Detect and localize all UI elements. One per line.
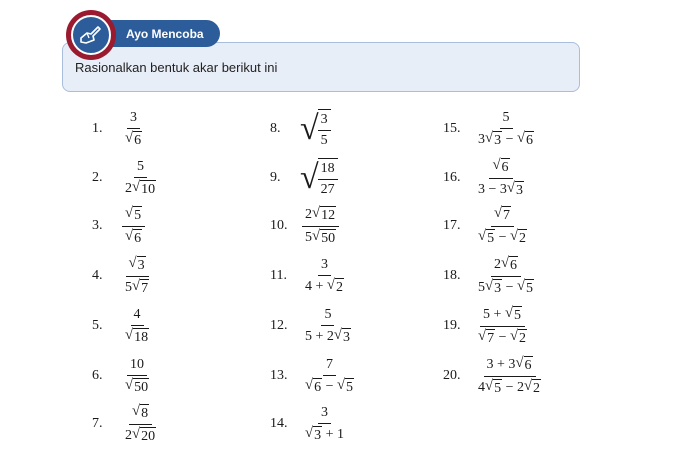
problem-number: 3. <box>92 218 103 233</box>
denominator: 27 <box>320 182 335 197</box>
radical-sign: √ <box>125 205 134 222</box>
numerator <box>129 404 152 424</box>
denominator <box>302 424 347 443</box>
denominator <box>122 326 152 345</box>
problem-item <box>92 400 159 448</box>
operator: − <box>498 229 507 245</box>
radicand <box>318 109 331 149</box>
problem-number: 6. <box>92 368 103 383</box>
problem-number: 10. <box>270 218 288 233</box>
radicand: 2 <box>519 330 527 346</box>
radical-sign: √ <box>128 255 137 272</box>
coefficient: 2 <box>305 207 312 223</box>
radicand: 7 <box>141 280 149 296</box>
problem-number: 14. <box>270 416 288 431</box>
fraction <box>122 404 159 444</box>
radical-sign: √ <box>125 227 134 244</box>
radicand: 5 <box>487 230 495 246</box>
fraction <box>302 357 357 395</box>
radical-sign: √ <box>305 376 314 393</box>
term: 5 + <box>483 307 502 323</box>
radical-sign: √ <box>504 305 513 322</box>
problem-number: 18. <box>443 268 461 283</box>
radicand: 2 <box>533 380 541 396</box>
radical-sign: √ <box>300 110 319 147</box>
numerator: 18 <box>318 161 338 180</box>
denominator <box>475 327 530 346</box>
radical-sign: √ <box>509 327 519 344</box>
radicand: 10 <box>141 181 156 197</box>
radical-sign: √ <box>132 403 141 420</box>
fraction <box>302 206 339 246</box>
problem-number: 9. <box>270 170 281 185</box>
instruction-box <box>62 42 580 92</box>
section-tab-label: Ayo Mencoba <box>126 26 204 41</box>
radical-sign: √ <box>485 377 494 394</box>
numerator: 3 <box>318 257 331 276</box>
radicand: 3 <box>494 280 502 296</box>
fraction <box>122 307 152 345</box>
problem-item <box>270 202 339 250</box>
denominator <box>122 227 145 246</box>
radicand: 6 <box>524 358 532 374</box>
problem-item <box>92 252 152 300</box>
numerator: 3 <box>318 112 331 131</box>
radical-sign: √ <box>493 205 503 222</box>
denominator <box>475 377 544 396</box>
radicand: 8 <box>141 406 149 422</box>
problem-item <box>270 302 354 350</box>
fraction <box>122 357 152 395</box>
denominator <box>302 276 347 295</box>
problem-number: 13. <box>270 368 288 383</box>
fraction <box>475 306 530 346</box>
term: 3 + 3 <box>486 357 516 373</box>
denominator <box>122 277 152 296</box>
numerator: 3 <box>127 110 140 129</box>
numerator: 7 <box>323 357 336 376</box>
radicand: 5 <box>346 379 354 395</box>
radicand: 5 <box>494 380 502 396</box>
radical-sign: √ <box>336 376 346 393</box>
radical-sign: √ <box>492 157 501 174</box>
radical-sign: √ <box>132 425 141 442</box>
numerator <box>302 206 339 226</box>
coefficient: 2 <box>493 257 501 273</box>
radical-sign: √ <box>485 277 494 294</box>
radicand: 50 <box>321 230 336 246</box>
operator: − <box>505 131 514 147</box>
radicand: 3 <box>515 182 523 198</box>
problem-number: 15. <box>443 121 461 136</box>
coefficient: 2 <box>125 427 132 443</box>
term: 5 + 2 <box>305 328 334 344</box>
fraction <box>302 405 347 443</box>
radical-sign: √ <box>523 377 533 394</box>
denominator <box>122 425 159 444</box>
denominator <box>475 179 527 198</box>
problem-item <box>270 154 338 202</box>
fraction <box>475 356 544 396</box>
radicand: 3 <box>137 258 145 274</box>
problem-item <box>92 154 159 202</box>
radicand: 20 <box>141 428 156 444</box>
problem-item <box>443 154 527 202</box>
term: + 1 <box>325 426 344 442</box>
radicand: 5 <box>514 308 521 324</box>
numerator <box>489 158 512 178</box>
problem-item <box>92 352 152 400</box>
fraction <box>475 158 527 198</box>
radicand: 3 <box>314 427 322 443</box>
radical-sign: √ <box>516 129 526 146</box>
denominator <box>302 227 339 246</box>
operator: − <box>498 329 507 345</box>
radical-sign: √ <box>132 277 141 294</box>
radicand: 6 <box>134 230 142 246</box>
radicand: 3 <box>494 132 502 148</box>
radicand: 6 <box>134 132 142 148</box>
problem-number: 11. <box>270 268 287 283</box>
problem-item <box>443 302 530 350</box>
problem-item <box>443 352 544 400</box>
activity-badge <box>66 10 116 60</box>
radicand: 3 <box>342 329 350 345</box>
operator: − 2 <box>505 379 524 395</box>
coefficient: 2 <box>125 180 132 196</box>
fraction <box>302 257 347 295</box>
radicand: 7 <box>487 330 495 346</box>
term: 4 + <box>305 278 324 294</box>
fraction <box>318 161 338 198</box>
coefficient: 5 <box>125 279 132 295</box>
problem-item <box>443 105 537 153</box>
problem-number: 2. <box>92 170 103 185</box>
problem-item <box>92 105 145 153</box>
radical-sign: √ <box>478 327 487 344</box>
radical-sign: √ <box>509 227 519 244</box>
coefficient: 3 <box>478 131 485 147</box>
problem-item <box>270 400 347 448</box>
radical-sign: √ <box>506 179 515 196</box>
problem-item <box>92 302 152 350</box>
fraction <box>122 110 145 148</box>
radical-sign: √ <box>132 178 141 195</box>
operator: − <box>505 279 514 295</box>
problem-number: 20. <box>443 368 461 383</box>
numerator <box>122 206 145 226</box>
problem-item <box>92 202 145 250</box>
numerator <box>484 356 536 376</box>
operator: − <box>325 378 334 394</box>
radical-sign: √ <box>125 376 134 393</box>
radical-sign: √ <box>312 205 321 222</box>
problem-item <box>443 252 537 300</box>
problem-number: 16. <box>443 170 461 185</box>
problem-number: 8. <box>270 121 281 136</box>
hand-pencil-icon <box>71 15 111 55</box>
fraction <box>475 206 530 246</box>
radicand: 18 <box>134 329 149 345</box>
denominator <box>122 178 159 197</box>
denominator <box>475 227 530 246</box>
problem-number: 4. <box>92 268 103 283</box>
denominator <box>302 326 354 345</box>
radical-of-fraction <box>300 109 331 149</box>
fraction <box>122 159 159 197</box>
fraction <box>122 256 152 296</box>
denominator <box>475 277 537 296</box>
radical-sign: √ <box>125 326 134 343</box>
radical-sign: √ <box>305 424 314 441</box>
numerator <box>126 256 149 276</box>
radicand: 6 <box>510 258 518 274</box>
radical-sign: √ <box>326 276 335 293</box>
denominator <box>302 376 357 395</box>
numerator <box>491 256 521 276</box>
problem-number: 17. <box>443 218 461 233</box>
radical-sign: √ <box>500 255 510 272</box>
radical-sign: √ <box>125 129 134 146</box>
radicand: 2 <box>335 279 343 295</box>
problem-item <box>270 352 357 400</box>
coefficient: 4 <box>478 379 485 395</box>
radicand: 2 <box>519 230 527 246</box>
radical-sign: √ <box>333 326 342 343</box>
radicand: 5 <box>526 280 534 296</box>
radical-sign: √ <box>515 355 524 372</box>
denominator <box>122 129 145 148</box>
radicand: 6 <box>501 160 509 176</box>
denominator <box>475 129 537 148</box>
problem-number: 7. <box>92 416 103 431</box>
numerator: 10 <box>127 357 147 376</box>
denominator <box>122 376 152 395</box>
coefficient: 5 <box>478 279 485 295</box>
radical-sign: √ <box>312 227 321 244</box>
numerator <box>491 206 514 226</box>
radicand: 7 <box>503 208 511 224</box>
radicand: 50 <box>134 379 149 395</box>
problem-item <box>443 202 530 250</box>
fraction <box>475 110 537 148</box>
numerator <box>480 306 525 326</box>
radical-sign: √ <box>478 227 487 244</box>
problem-item <box>270 105 331 153</box>
problem-number: 12. <box>270 318 288 333</box>
radicand: 12 <box>321 208 336 224</box>
problem-number: 5. <box>92 318 103 333</box>
numerator: 5 <box>134 159 147 178</box>
radical-sign: √ <box>485 129 494 146</box>
radical-sign: √ <box>516 277 526 294</box>
problem-number: 1. <box>92 121 103 136</box>
problem-number: 19. <box>443 318 461 333</box>
numerator: 5 <box>500 110 513 129</box>
instruction-text: Rasionalkan bentuk akar berikut ini <box>75 60 278 75</box>
numerator: 5 <box>321 307 334 326</box>
coefficient: 5 <box>305 229 312 245</box>
numerator: 4 <box>131 307 144 326</box>
fraction <box>302 307 354 345</box>
denominator: 5 <box>320 133 328 148</box>
problem-item <box>270 252 347 300</box>
radical-of-fraction <box>300 158 338 198</box>
fraction <box>318 112 331 149</box>
fraction <box>475 256 537 296</box>
radicand: 6 <box>314 379 322 395</box>
radicand <box>318 158 338 198</box>
radicand: 5 <box>134 208 142 224</box>
numerator: 3 <box>318 405 331 424</box>
radical-sign: √ <box>300 159 319 196</box>
term: 3 − 3 <box>478 181 507 197</box>
radicand: 6 <box>526 132 534 148</box>
fraction <box>122 206 145 246</box>
